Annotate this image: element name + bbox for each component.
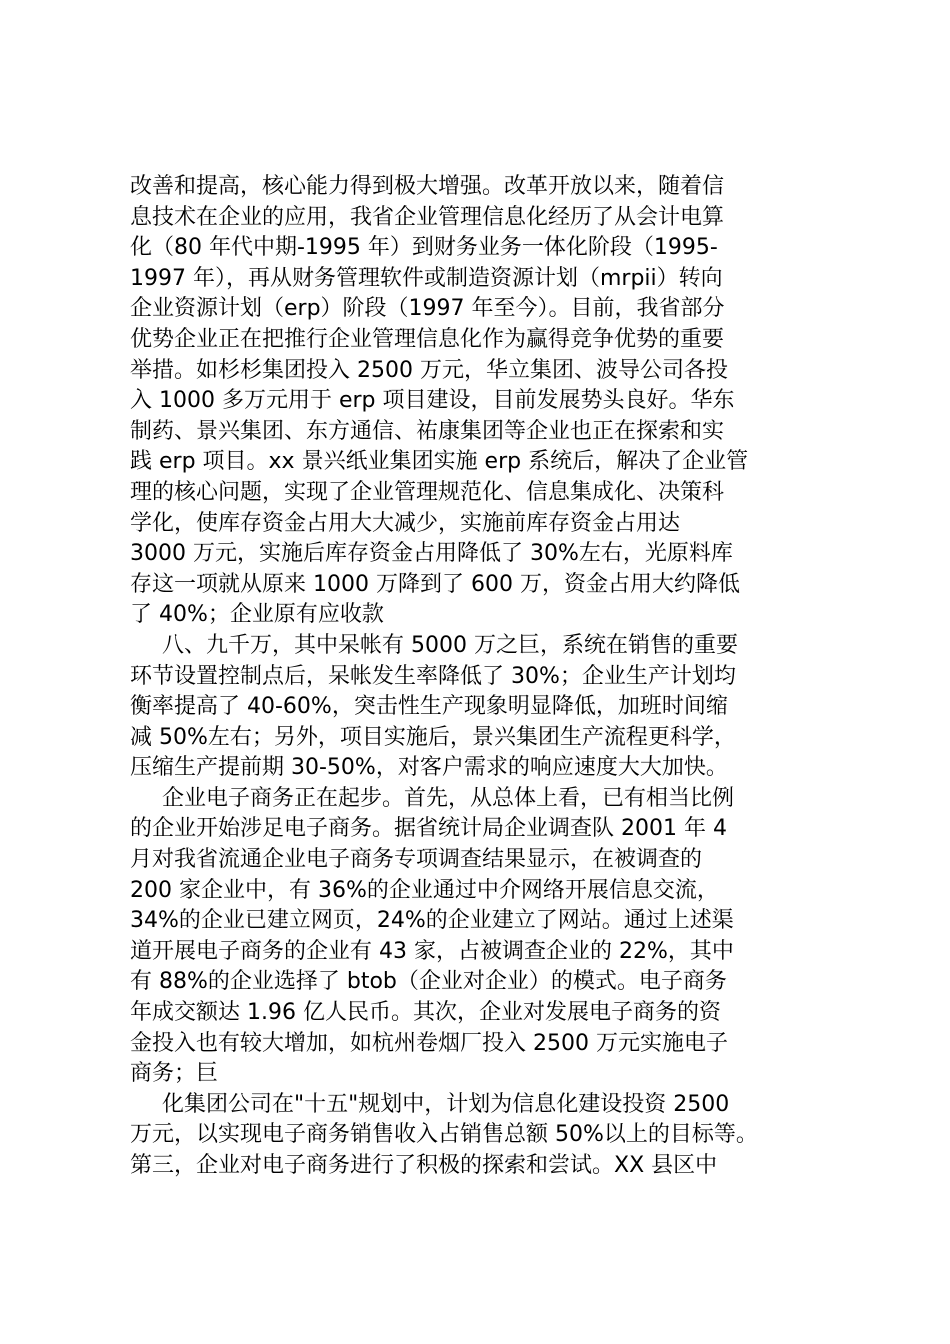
- text-line: 商务；巨: [130, 1061, 219, 1087]
- text-line: 举措。如杉杉集团投入 2500 万元，华立集团、波导公司各投: [130, 357, 728, 383]
- text-line: 入 1000 多万元用于 erp 项目建设，目前发展势头良好。华东: [130, 388, 735, 414]
- text-line: 的企业开始涉足电子商务。据省统计局企业调查队 2001 年 4: [130, 816, 727, 842]
- text-line: 1997 年），再从财务管理软件或制造资源计划（mrpii）转向: [130, 265, 723, 291]
- paragraph-start-line: 八、九千万，其中呆帐有 5000 万之巨，系统在销售的重要: [162, 632, 738, 658]
- text-line: 优势企业正在把推行企业管理信息化作为赢得竞争优势的重要: [130, 326, 725, 352]
- text-line: 息技术在企业的应用，我省企业管理信息化经历了从会计电算: [130, 204, 725, 230]
- text-line: 200 家企业中，有 36%的企业通过中介网络开展信息交流，: [130, 877, 719, 903]
- text-line: 了 40%；企业原有应收款: [130, 602, 384, 628]
- text-line: 第三，企业对电子商务进行了积极的探索和尝试。XX 县区中: [130, 1153, 718, 1178]
- text-line: 34%的企业已建立网页，24%的企业建立了网站。通过上述渠: [130, 908, 734, 934]
- text-line: 月对我省流通企业电子商务专项调查结果显示，在被调查的: [130, 847, 703, 873]
- text-line: 学化，使库存资金占用大大减少，实施前库存资金占用达: [130, 510, 681, 536]
- body-text: [130, 172, 830, 1182]
- text-line: 年成交额达 1.96 亿人民币。其次，企业对发展电子商务的资: [130, 1000, 721, 1026]
- text-line: 化（80 年代中期-1995 年）到财务业务一体化阶段（1995-: [130, 235, 718, 261]
- text-line: 企业资源计划（erp）阶段（1997 年至今）。目前，我省部分: [130, 296, 725, 322]
- text-line: 有 88%的企业选择了 btob（企业对企业）的模式。电子商务: [130, 969, 727, 995]
- text-line: 道开展电子商务的企业有 43 家，占被调查企业的 22%，其中: [130, 938, 734, 964]
- text-line: 减 50%左右；另外，项目实施后，景兴集团生产流程更科学，: [130, 724, 736, 750]
- paragraph-start-line: 企业电子商务正在起步。首先，从总体上看，已有相当比例: [162, 785, 735, 811]
- text-line: 改善和提高，核心能力得到极大增强。改革开放以来，随着信: [130, 174, 725, 199]
- text-line: 制药、景兴集团、东方通信、祐康集团等企业也正在探索和实: [130, 418, 725, 444]
- text-line: 压缩生产提前期 30-50%，对客户需求的响应速度大大加快。: [130, 755, 728, 781]
- text-line: 衡率提高了 40-60%，突击性生产现象明显降低，加班时间缩: [130, 694, 728, 720]
- text-line: 践 erp 项目。xx 景兴纸业集团实施 erp 系统后，解决了企业管: [130, 449, 749, 475]
- text-line: 存这一项就从原来 1000 万降到了 600 万，资金占用大约降低: [130, 571, 740, 597]
- text-line: 金投入也有较大增加，如杭州卷烟厂投入 2500 万元实施电子: [130, 1030, 728, 1056]
- text-line: 理的核心问题，实现了企业管理规范化、信息集成化、决策科: [130, 479, 725, 505]
- text-line: 万元，以实现电子商务销售收入占销售总额 50%以上的目标等。: [130, 1122, 758, 1148]
- paragraph-start-line: 化集团公司在"十五"规划中，计划为信息化建设投资 2500: [162, 1091, 730, 1117]
- text-line: 3000 万元，实施后库存资金占用降低了 30%左右，光原料库: [130, 541, 733, 567]
- text-line: 环节设置控制点后，呆帐发生率降低了 30%；企业生产计划均: [130, 663, 736, 689]
